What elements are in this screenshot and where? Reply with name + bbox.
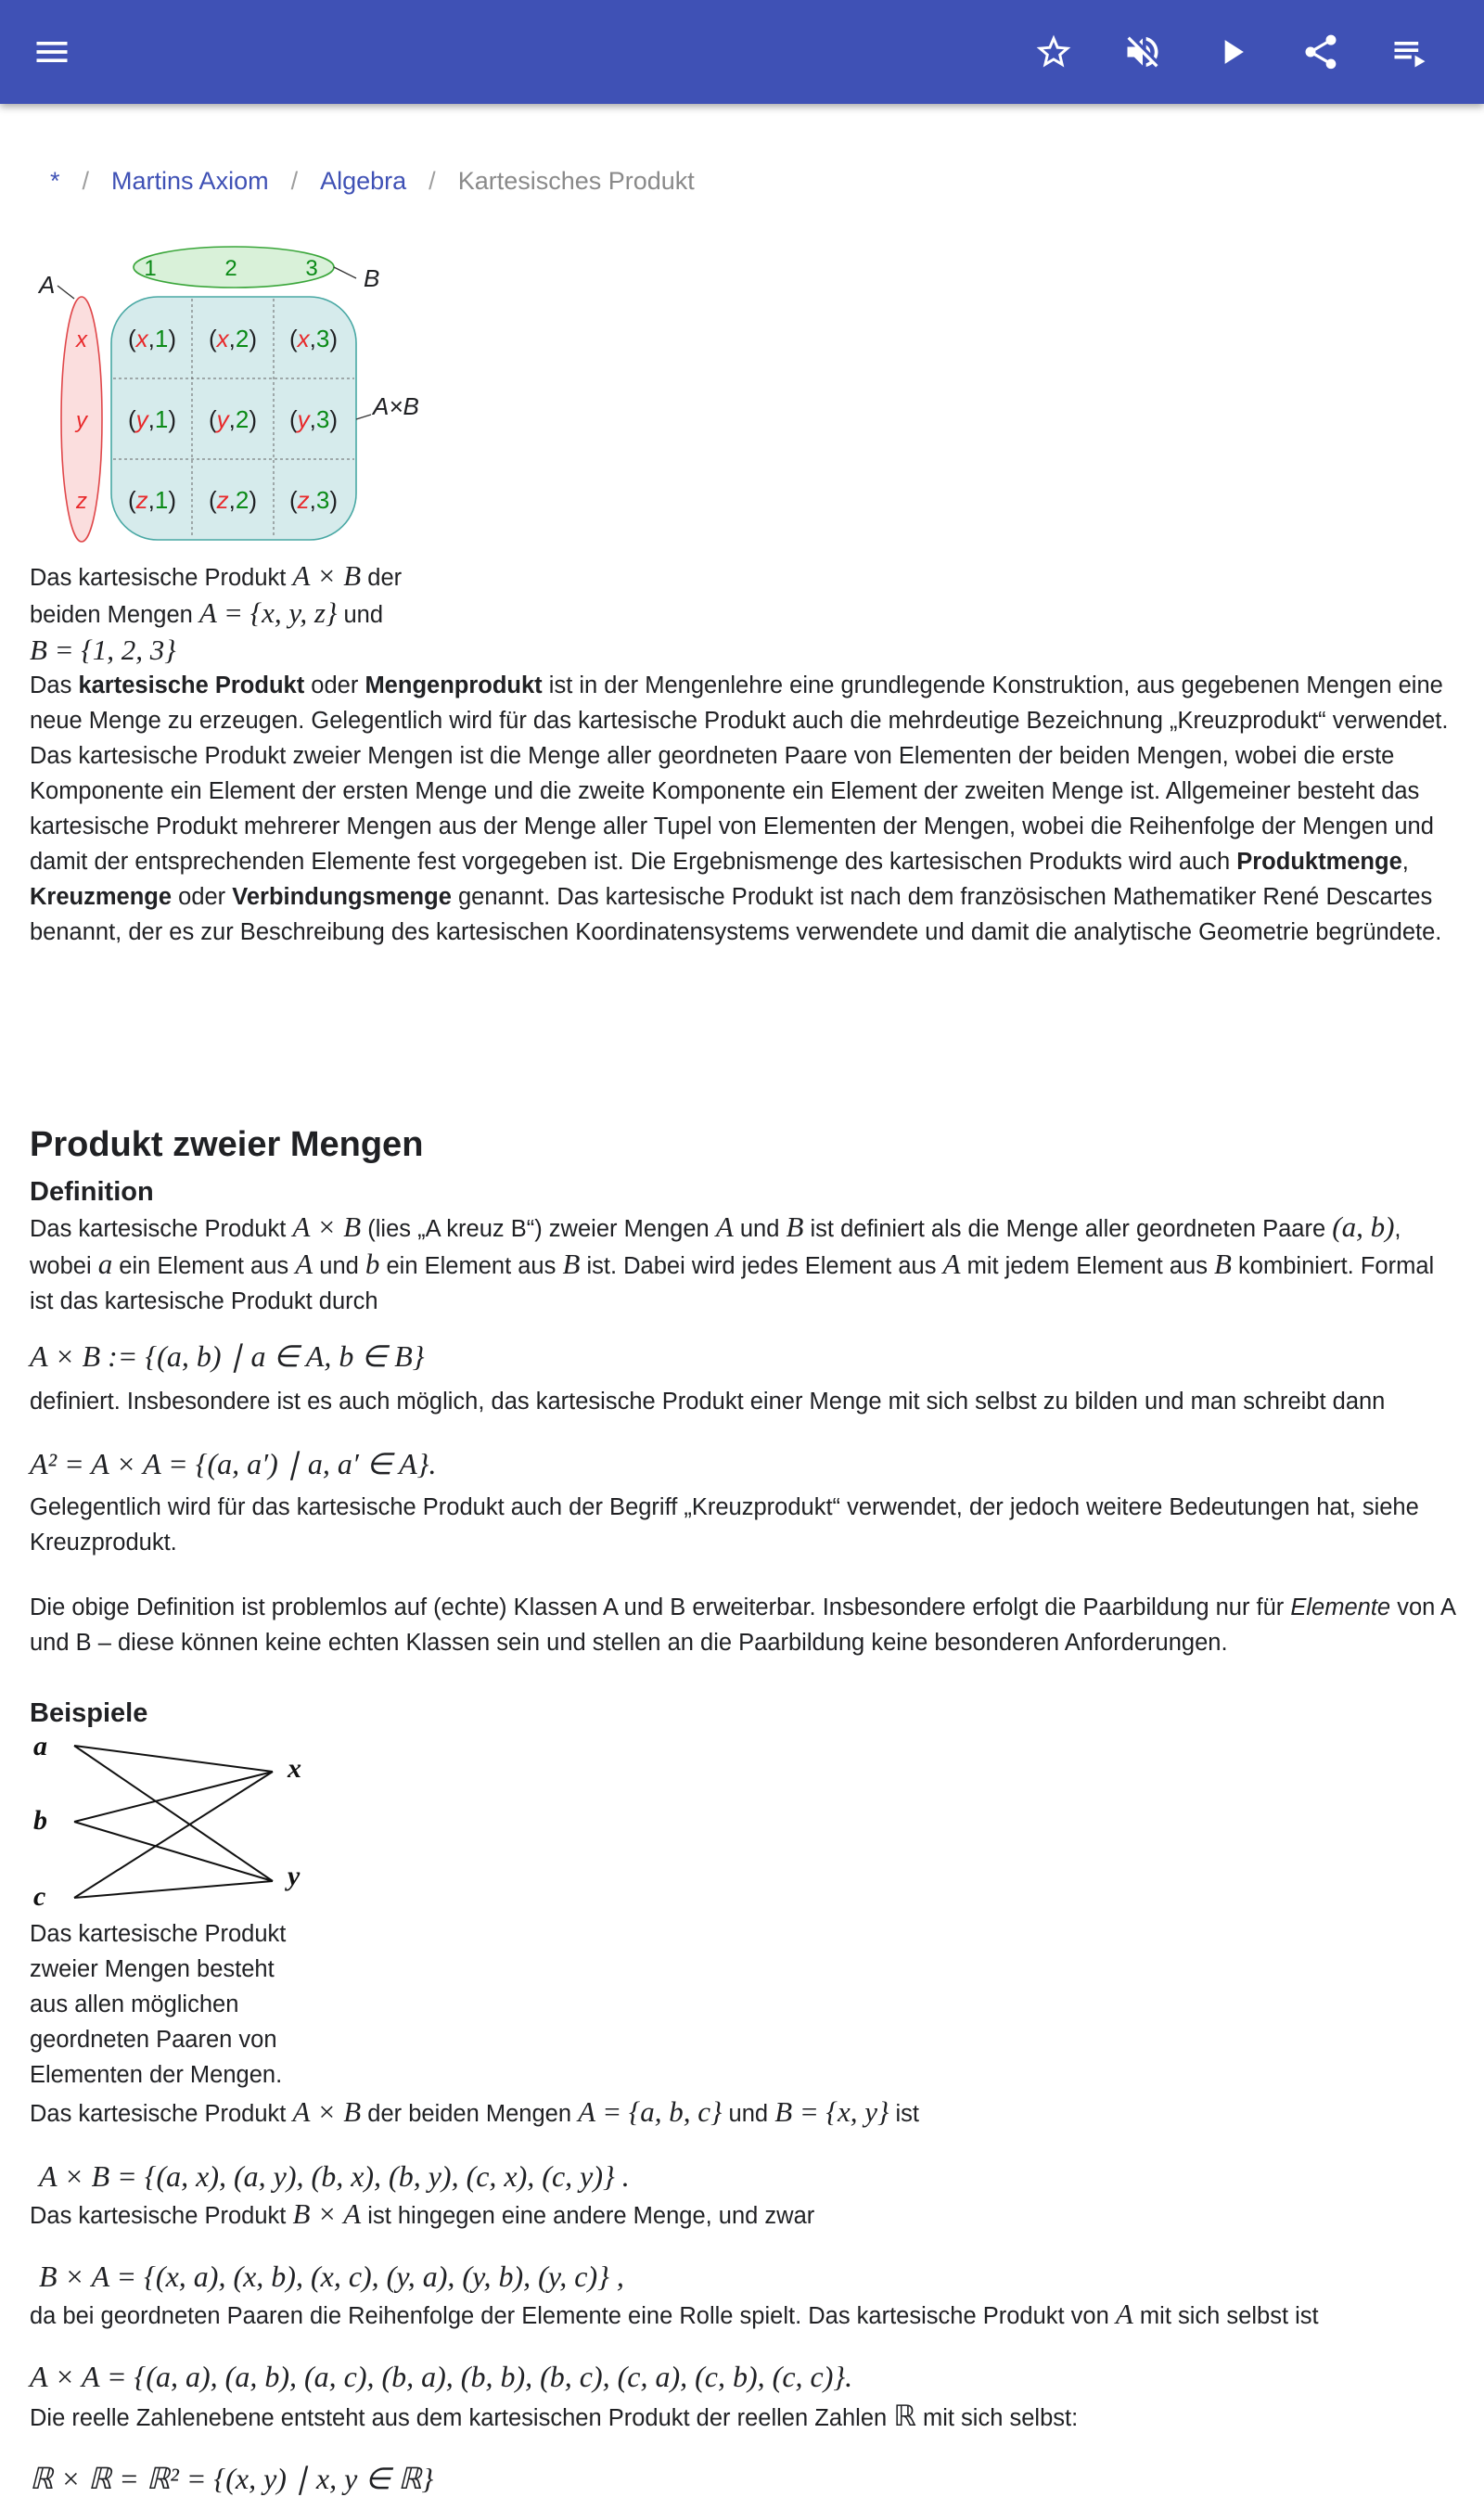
volume-off-icon[interactable] <box>1113 22 1172 82</box>
classes-paragraph: Die obige Definition ist problemlos auf (echte) Klassen A und B erweiterbar. Insbesondere erfolgt die Paarbildung nur für Elemente von A und B – diese können keine echten Klassen sein und stellen an die Paarbildung keine besonderen Anforderungen. <box>30 1594 1455 1656</box>
share-icon[interactable] <box>1291 22 1350 82</box>
set-b-label: B <box>364 264 380 292</box>
app-bar <box>0 0 1484 104</box>
pair-cell: (x,1) <box>127 325 177 352</box>
formula-example: B × A = {(x, a), (x, b), (x, c), (y, a), (y, b), (y, c)} , <box>39 2260 624 2293</box>
element-label: c <box>33 1881 46 1912</box>
example-paragraph: Das kartesische Produkt A × B der beiden Mengen A = {a, b, c} und B = {x, y} ist <box>30 2095 919 2128</box>
pair-cell: (z,3) <box>288 486 339 514</box>
menu-icon[interactable] <box>22 22 82 82</box>
figure-caption: Das kartesische Produkt zweier Mengen besteht aus allen möglichen geordneten Paaren von Elementen der Mengen. <box>30 1921 287 2088</box>
pairs-diagram-svg <box>30 1731 326 1916</box>
formula-definition: A × B := {(a, b) ∣ a ∈ A, b ∈ B} <box>30 1339 425 1373</box>
element-label: a <box>33 1731 47 1761</box>
set-b-element: 2 <box>224 256 237 281</box>
subsection-heading: Definition <box>30 1177 154 1207</box>
set-a-element: x <box>76 327 87 352</box>
paragraph: definiert. Insbesondere ist es auch möglich, das kartesische Produkt einer Menge mit sich selbst zu bilden und man schreibt dann <box>30 1389 1386 1415</box>
set-b-element: 1 <box>144 256 157 281</box>
subsection-heading: Beispiele <box>30 1698 148 1728</box>
figure-caption: Das kartesische Produkt A × B der beiden Mengen A = {x, y, z} und B = {1, 2, 3} <box>30 559 403 666</box>
pairs-diagram <box>30 1731 326 1921</box>
breadcrumb-item[interactable]: Martins Axiom <box>111 167 269 195</box>
example-paragraph: Die reelle Zahlenebene entsteht aus dem kartesischen Produkt der reellen Zahlen ℝ mit sich selbst: <box>30 2400 1079 2432</box>
set-a-element: y <box>76 408 87 433</box>
formula-example: ℝ × ℝ = ℝ² = {(x, y) ∣ x, y ∈ ℝ} <box>30 2462 434 2495</box>
pair-cell: (x,2) <box>208 325 258 352</box>
pair-cell: (z,2) <box>208 486 258 514</box>
pair-cell: (y,3) <box>288 405 339 433</box>
play-icon[interactable] <box>1202 22 1261 82</box>
example-paragraph: da bei geordneten Paaren die Reihenfolge der Elemente eine Rolle spielt. Das kartesische Produkt von A mit sich selbst ist <box>30 2298 1319 2330</box>
playlist-icon[interactable] <box>1380 22 1439 82</box>
formula-square: A² = A × A = {(a, a′) ∣ a, a′ ∈ A}. <box>30 1447 437 1480</box>
pair-cell: (x,3) <box>288 325 339 352</box>
pair-cell: (y,2) <box>208 405 258 433</box>
intro-paragraph: Das kartesische Produkt oder Mengenprodukt ist in der Mengenlehre eine grundlegende Konstruktion, aus gegebenen Mengen eine neue Menge zu erzeugen. Gelegentlich wird für das kartesische Produkt auch die mehrdeutige Bezeichnung „Kreuzprodukt“ verwendet. Das kartesische Produkt zweier Mengen ist die Menge aller geordneten Paare von Elementen der beiden Mengen, wobei die erste Komponente ein Element der ersten Menge und die zweite Komponente ein Element der zweiten Menge ist. Allgemeiner besteht das kartesische Produkt mehrerer Mengen aus der Menge aller Tupel von Elementen der Mengen, wobei die Reihenfolge der Mengen und damit der entsprechenden Elemente fest vorgegeben ist. Die Ergebnismenge des kartesischen Produkts wird auch Produktmenge, Kreuzmenge oder Verbindungsmenge genannt. Das kartesische Produkt ist nach dem französischen Mathematiker René Descartes benannt, der es zur Beschreibung des kartesischen Koordinatensystems verwendete und damit die analytische Geometrie begründete. <box>30 672 1449 945</box>
element-label: y <box>288 1861 301 1891</box>
pair-cell: (y,1) <box>127 405 177 433</box>
definition-paragraph: Das kartesische Produkt A × B (lies „A kreuz B“) zweier Mengen A und B ist definiert als die Menge aller geordneten Paare (a, b), wobei a ein Element aus A und b ein Element aus B ist. Dabei wird jedes Element aus A mit jedem Element aus B kombiniert. Formal ist das kartesische Produkt durch <box>30 1210 1435 1314</box>
product-label: A×B <box>373 392 419 420</box>
star-outline-icon[interactable] <box>1024 22 1083 82</box>
pair-cell: (z,1) <box>127 486 177 514</box>
set-a-element: z <box>76 489 87 514</box>
set-b-element: 3 <box>305 256 318 281</box>
section-heading: Produkt zweier Mengen <box>30 1125 424 1164</box>
set-a-label: A <box>39 271 56 299</box>
breadcrumb: * / Martins Axiom / Algebra / Kartesisches Produkt <box>50 167 695 195</box>
breadcrumb-current: Kartesisches Produkt <box>457 167 695 195</box>
formula-example: A × A = {(a, a), (a, b), (a, c), (b, a), (b, b), (b, c), (c, a), (c, b), (c, c)}. <box>30 2360 853 2393</box>
paragraph: Gelegentlich wird für das kartesische Produkt auch der Begriff „Kreuzprodukt“ verwendet, der jedoch weitere Bedeutungen hat, siehe Kreuzprodukt. <box>30 1494 1419 1556</box>
element-label: x <box>288 1753 301 1784</box>
example-paragraph: Das kartesische Produkt B × A ist hingegen eine andere Menge, und zwar <box>30 2197 815 2230</box>
breadcrumb-home[interactable]: * <box>50 167 60 195</box>
breadcrumb-item[interactable]: Algebra <box>320 167 407 195</box>
formula-example: A × B = {(a, x), (a, y), (b, x), (b, y), (c, x), (c, y)} . <box>39 2159 630 2193</box>
element-label: b <box>33 1805 47 1836</box>
